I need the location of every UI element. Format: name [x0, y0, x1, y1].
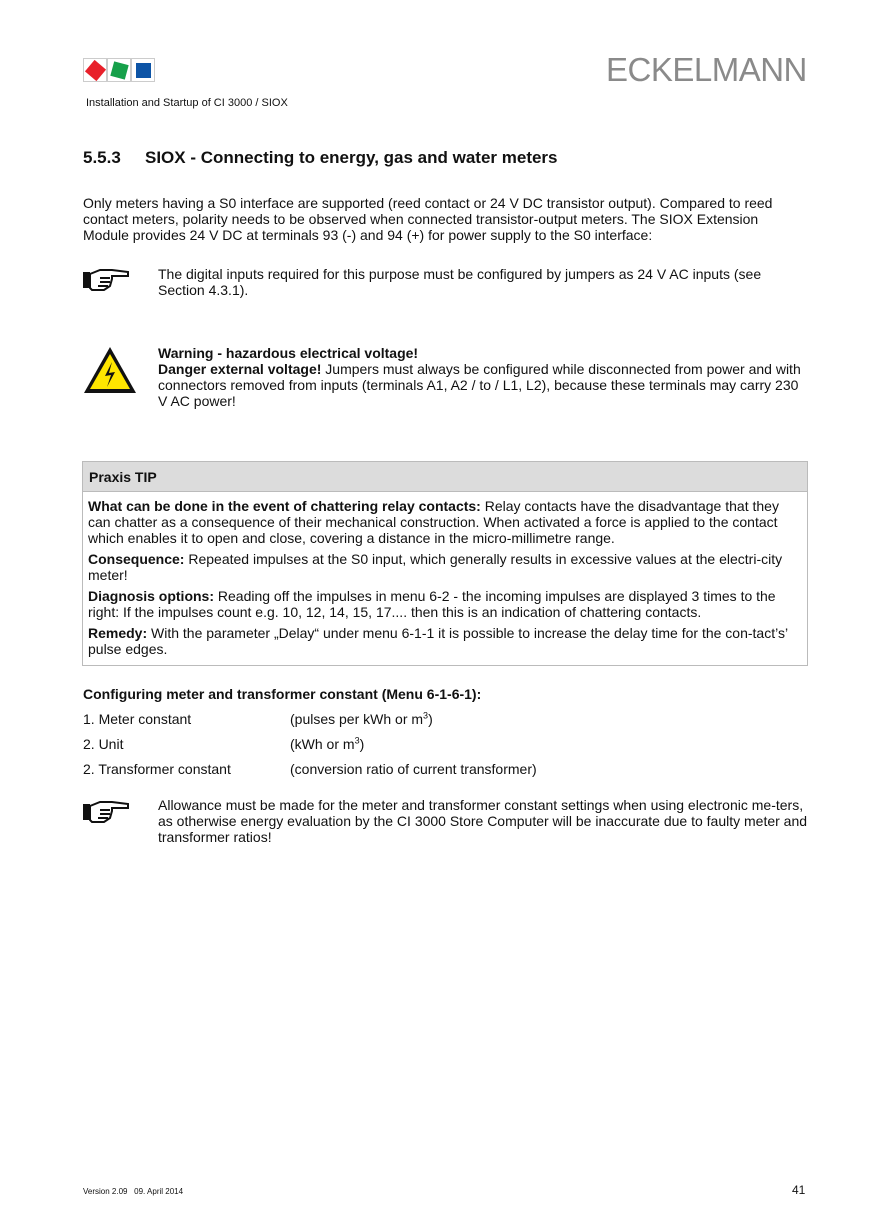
tip-item: What can be done in the event of chattering relay contacts: Relay contacts have the disadvantage that they can chatter as a consequence of their mechanical construction. When activated a force is applied to the contact which enables it to open and close, covering a distance in the micro-millimetre range. — [88, 498, 779, 546]
section-heading: 5.5.3 SIOX - Connecting to energy, gas and water meters — [83, 148, 558, 167]
note-jumpers: The digital inputs required for this purpose must be configured by jumpers as 24 V AC inputs (see Section 4.3.1). — [158, 266, 762, 298]
warning-title: Warning - hazardous electrical voltage! — [158, 345, 419, 361]
pointing-hand-icon — [82, 798, 132, 829]
config-title: Configuring meter and transformer constant (Menu 6-1-6-1): — [83, 686, 482, 702]
praxis-tip-box — [82, 461, 808, 666]
intro-paragraph: Only meters having a S0 interface are supported (reed contact or 24 V DC transistor output). Compared to reed contact meters, polarity needs to be observed when connected transistor-output meters. The SIOX Extension Module provides 24 V DC at terminals 93 (-) and 94 (+) for power supply to the S0 interface: — [83, 195, 773, 243]
config-row: 1. Meter constant (pulses per kWh or $m^3$) — [83, 710, 433, 727]
config-row: 2. Unit (kWh or $m^3$) — [83, 735, 365, 752]
company-logo — [83, 58, 155, 82]
tip-item: Consequence: Repeated impulses at the S0 input, which generally results in excessive values at the electri-city meter! — [88, 551, 783, 583]
tip-item: Remedy: With the parameter „Delay“ under menu 6-1-1 it is possible to increase the delay time for the con-tact’s’ pulse edges. — [88, 625, 788, 657]
pointing-hand-icon — [82, 266, 132, 297]
tip-item: Diagnosis options: Reading off the impulses in menu 6-2 - the incoming impulses are displayed 3 times to the right: If the impulses count e.g. 10, 12, 14, 15, 17.... then this is an indication of chattering contacts. — [88, 588, 776, 620]
note-allowance: Allowance must be made for the meter and transformer constant settings when using electronic me-ters, as otherwise energy evaluation by the CI 3000 Store Computer will be inaccurate due to faulty meter and transformer ratios! — [158, 797, 808, 845]
page-number: 41 — [792, 1183, 806, 1197]
warning-block — [158, 345, 808, 409]
high-voltage-warning-icon — [82, 345, 138, 398]
brand-name: ECKELMANN — [606, 51, 807, 88]
warning-lead: Danger external voltage! — [158, 361, 322, 377]
footer-version: Version 2.09 09. April 2014 — [83, 1187, 184, 1196]
config-row: 2. Transformer constant (conversion ratio of current transformer) — [83, 761, 537, 777]
document-subtitle: Installation and Startup of CI 3000 / SIOX — [86, 97, 288, 109]
config-section — [83, 686, 808, 777]
tip-header: Praxis TIP — [83, 462, 807, 492]
warning-text: Jumpers must always be configured while disconnected from power and with connectors removed from inputs (terminals A1, A2 / to / L1, L2), because these terminals may carry 230 V AC power! — [158, 361, 801, 409]
